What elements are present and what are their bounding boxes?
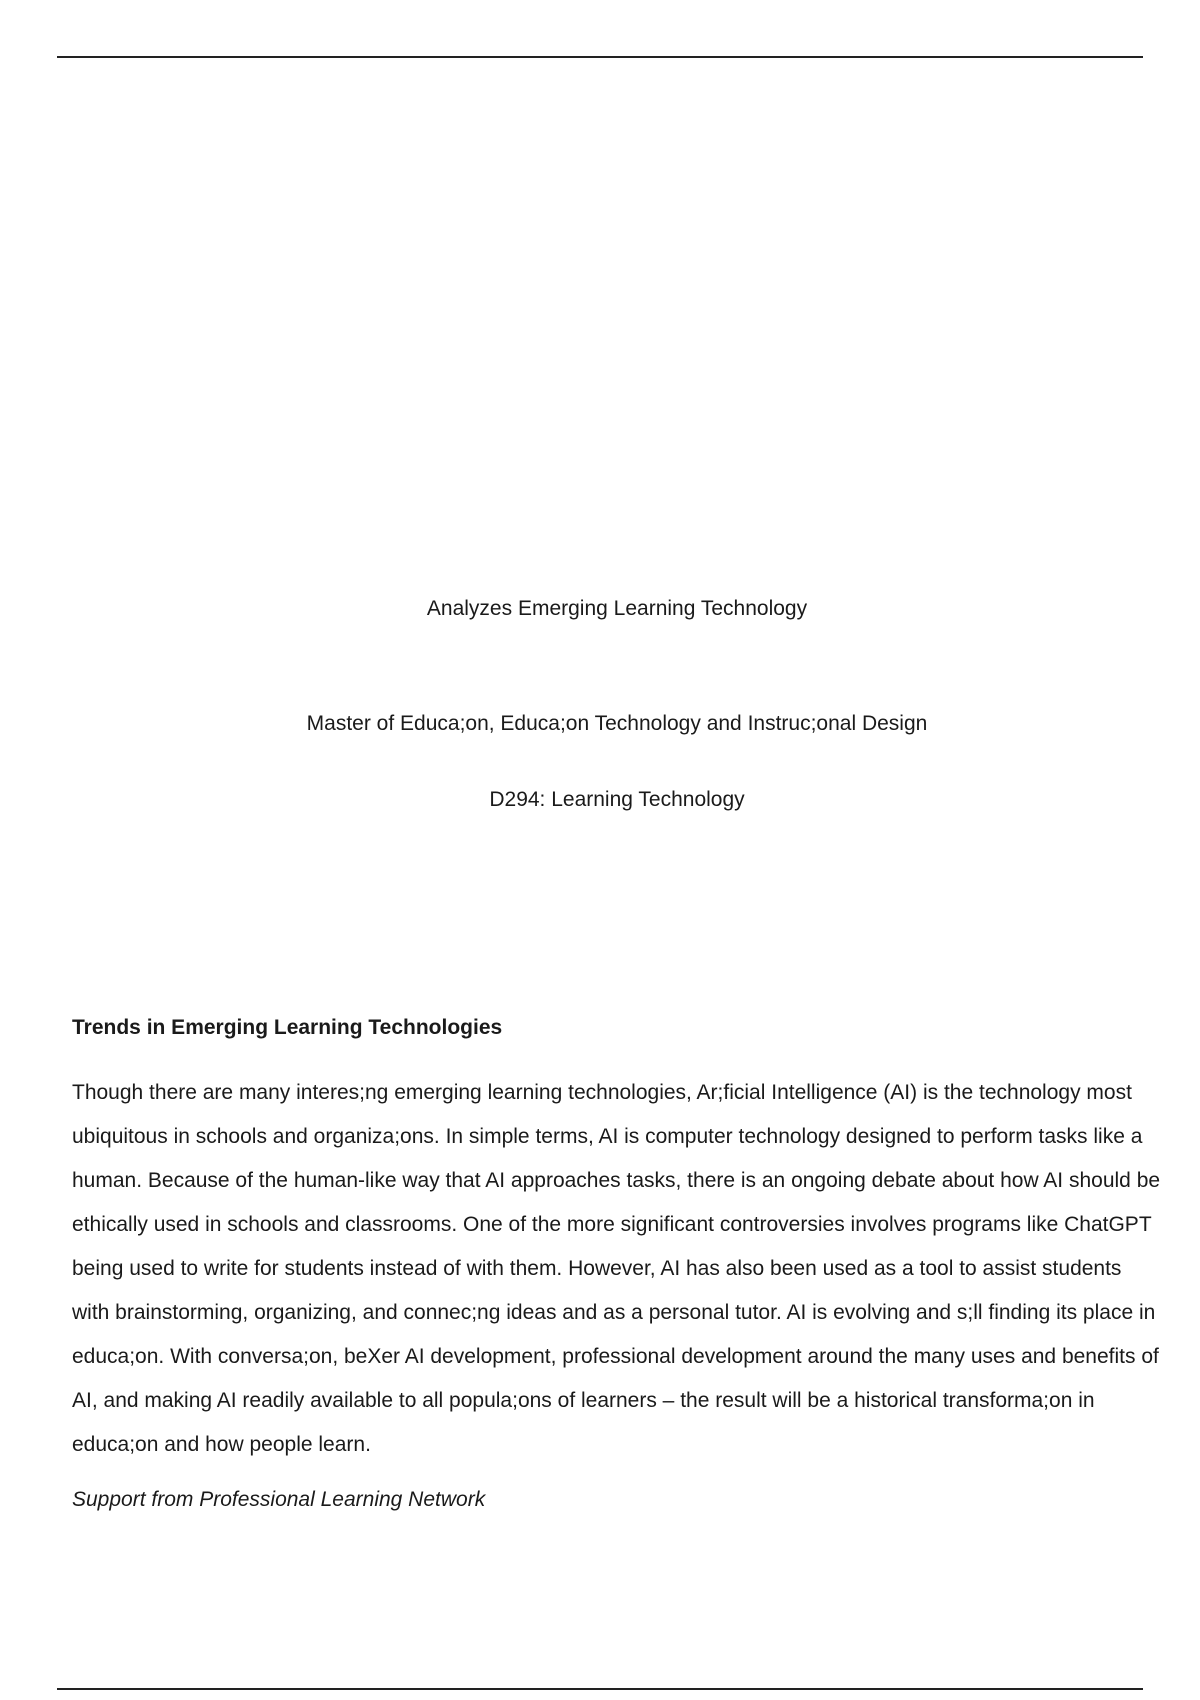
- section-subheading: Support from Professional Learning Network: [72, 1488, 486, 1511]
- document-title: Analyzes Emerging Learning Technology: [426, 597, 808, 620]
- section-heading: Trends in Emerging Learning Technologies: [72, 1016, 503, 1039]
- program-name: Master of Educa;on, Educa;on Technology and Instruc;onal Design: [306, 712, 928, 735]
- header-rule: [57, 56, 1143, 58]
- footer-rule: [57, 1688, 1143, 1690]
- course-name: D294: Learning Technology: [489, 788, 745, 811]
- body-paragraph: Though there are many interes;ng emerging learning technologies, Ar;ficial Intelligence (AI) is the technology most ubiquitous in schools and organiza;ons. In simple terms, AI is computer technology designed to perform tasks like a human. Because of the human-like way that AI approaches tasks, there is an ongoing debate about how AI should be ethically used in schools and classrooms. One of the more significant controversies involves programs like ChatGPT being used to write for students instead of with them. However, AI has also been used as a tool to assist students with brainstorming, organizing, and connec;ng ideas and as a personal tutor. AI is evolving and s;ll finding its place in educa;on. With conversa;on, beXer AI development, professional development around the many uses and benefits of AI, and making AI readily available to all popula;ons of learners – the result will be a historical transforma;on in educa;on and how people learn.: [72, 1081, 1161, 1456]
